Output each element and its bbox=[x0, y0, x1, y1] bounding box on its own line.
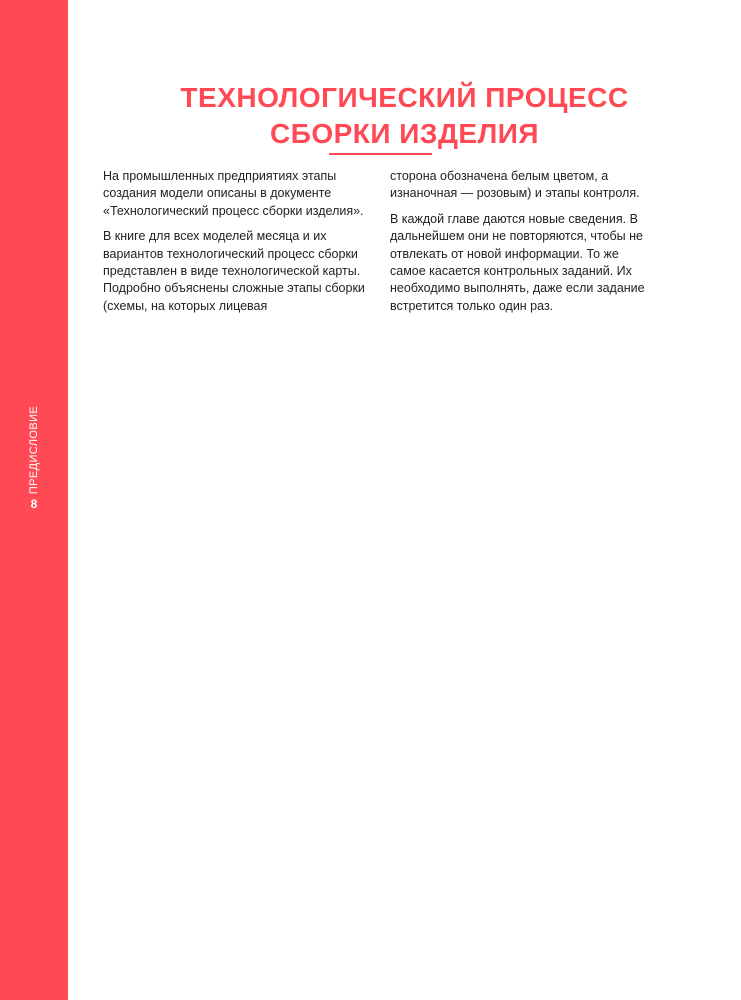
page-title-line-2: СБОРКИ ИЗДЕЛИЯ bbox=[270, 118, 539, 149]
paragraph-left-1: На промышленных предприятиях этапы создания модели описаны в документе «Технологический процесс сборки изделия». bbox=[103, 169, 364, 218]
text-column-left bbox=[103, 168, 371, 323]
title-underline bbox=[329, 153, 432, 155]
paragraph-right-1: сторона обозначена белым цветом, а изнаночная — розовым) и этапы контроля. bbox=[390, 169, 640, 201]
paragraph-right-2: В каждой главе даются новые сведения. В дальнейшем они не повторяются, чтобы не отвлекать от новой информации. То же самое касается контрольных заданий. Их необходимо выполнять, даже если задание встретится только один раз. bbox=[390, 211, 645, 313]
text-column-right bbox=[390, 168, 658, 323]
section-label: ПРЕДИСЛОВИЕ bbox=[28, 405, 40, 495]
page-number: 8 bbox=[30, 497, 38, 511]
page-title-line-1: ТЕХНОЛОГИЧЕСКИЙ ПРОЦЕСС bbox=[180, 82, 629, 113]
side-bar bbox=[0, 0, 68, 1000]
page-title bbox=[68, 80, 741, 152]
paragraph-left-2: В книге для всех моделей месяца и их вариантов технологический процесс сборки представлен в виде технологической карты. Подробно объяснены сложные этапы сборки (схемы, на которых лицевая bbox=[103, 229, 365, 313]
